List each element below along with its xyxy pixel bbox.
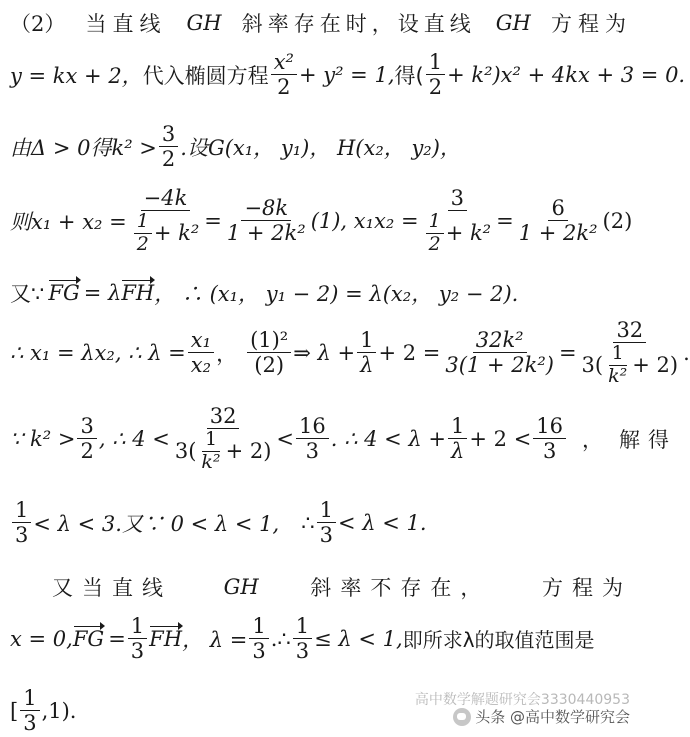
frac-16-over-3: $\frac{16}{3}$: [296, 414, 329, 463]
line-11-post: ,1).: [41, 698, 77, 723]
line-10-mid2: .∴: [270, 626, 291, 651]
frac-32k2: $\frac{\text{32k²}}{\text{3(1 + 2k²)}}$: [445, 328, 554, 378]
line-4: [10, 186, 632, 256]
line-7-comma: ，: [582, 427, 604, 452]
line-4-pre: 则x₁ + x₂ =: [10, 209, 127, 234]
line-6-eq: =: [558, 340, 577, 365]
line-2: [10, 50, 686, 100]
line-1-gh-2: GH: [495, 11, 531, 35]
line-8: [10, 498, 632, 547]
line-5-eq: = λ: [83, 281, 122, 305]
line-6-end: .: [683, 340, 690, 365]
line-2-text: 代入椭圆方程: [142, 63, 269, 88]
frac-1-over-3-b: $\frac{1}{3}$: [317, 498, 336, 547]
line-1-text-a: 当直线: [85, 12, 167, 36]
frac-32-b: 32 3( $\frac{1}{\text{k²}}$ + 2): [174, 404, 272, 473]
line-8-post: < λ < 1.: [337, 510, 427, 535]
line-5: [10, 278, 632, 308]
frac-x1-over-x2: $\frac{\text{x₁}}{\text{x₂}}$: [188, 328, 214, 377]
line-7-lt: <: [276, 426, 294, 451]
frac-32: 32 3( $\frac{1}{\text{k²}}$ + 2): [581, 318, 679, 387]
line-1: [10, 8, 632, 38]
line-3-pre: 由Δ > 0得k² >: [10, 135, 157, 160]
line-6-arrow: ⇒ λ +: [293, 340, 356, 365]
line-5-pre: 又∵: [10, 282, 45, 306]
line-6: [10, 318, 690, 388]
frac-minus8k: $\frac{-8k}{\text{1 + 2k²}}$: [226, 196, 306, 246]
frac-3-over-2-b: $\frac{3}{2}$: [77, 414, 96, 463]
vector-fh-2: FH: [149, 626, 183, 651]
line-2-rest: + y² = 1,: [298, 62, 395, 87]
line-2-de: 得(: [394, 63, 424, 88]
frac-1-over-2: $\frac{1}{2}$: [426, 50, 445, 99]
toutiao-logo-icon: [453, 708, 471, 726]
line-10-eq: =: [108, 626, 126, 651]
line-1-text-b: 斜率存在时，设直线: [241, 12, 476, 36]
line-10-mid3: ≤ λ < 1,: [314, 626, 403, 651]
line-9-text-c: 方程为: [541, 576, 632, 600]
line-9-text-a: 又当直线: [52, 576, 172, 600]
frac-minus4k: −4k $\frac{1}{2}$ + k²: [129, 186, 203, 256]
vector-fg-2: FG: [72, 626, 105, 651]
line-2-tail: + k²)x² + 4kx + 3 = 0.: [447, 62, 686, 87]
part-label: （2）: [10, 12, 66, 36]
watermark: [414, 692, 630, 727]
line-3: [10, 122, 632, 171]
line-4-eq: =: [204, 208, 222, 233]
line-1-gh: GH: [186, 11, 222, 35]
watermark-top-text: 高中数学解题研究会3330440953: [414, 692, 630, 708]
line-7-mid2: . ∴ 4 < λ +: [330, 426, 447, 451]
line-6-mid: + 2 =: [378, 340, 441, 365]
frac-3-over: 3 $\frac{1}{2}$ + k²: [421, 186, 495, 256]
frac-1-over-lambda-b: $\frac{1}{\lambda}$: [448, 414, 467, 463]
line-4-mid: (1), x₁x₂ =: [310, 208, 419, 233]
vector-fg: FG: [48, 281, 80, 305]
line-10-mid: ， λ =: [182, 627, 248, 652]
line-8-mid: < λ < 3.又∵ 0 < λ < 1,: [33, 511, 280, 536]
line-6-sep: ，: [216, 341, 238, 366]
frac-3-over-2: $\frac{3}{2}$: [159, 122, 178, 171]
frac-6-over: $\frac{6}{\text{1 + 2k²}}$: [518, 196, 598, 246]
line-6-pre: ∴ x₁ = λx₂, ∴ λ =: [10, 340, 186, 365]
frac-16-over-3-b: $\frac{16}{3}$: [533, 414, 566, 463]
line-11-pre: [: [10, 698, 19, 723]
line-5-mid: ， ∴ (x₁， y₁ − 2) = λ(x₂， y₂ − 2).: [154, 282, 519, 306]
frac-1-over-lambda: $\frac{1}{\lambda}$: [357, 328, 376, 377]
line-8-so: ∴: [301, 510, 315, 535]
line-9-gh: GH: [223, 575, 259, 599]
line-2-eq: y = kx + 2，: [10, 63, 143, 88]
frac-1-over-3-e: $\frac{1}{3}$: [293, 614, 312, 663]
frac-x2-over-2: $\frac{\text{x²}}{2}$: [271, 50, 297, 99]
line-7-mid3: + 2 <: [469, 426, 532, 451]
frac-1-over-3-f: $\frac{1}{3}$: [20, 686, 39, 735]
line-10: [10, 614, 632, 663]
line-7-jie: 解得: [619, 427, 678, 452]
frac-1sq-over-2: $\frac{\text{(1)²}}{(2)}$: [247, 328, 291, 377]
line-4-eq-2: =: [496, 208, 514, 233]
line-10-post: 即所求λ的取值范围是: [402, 628, 595, 653]
line-4-post: (2): [602, 208, 633, 233]
vector-fh: FH: [121, 281, 155, 305]
frac-1-over-3-d: $\frac{1}{3}$: [249, 614, 268, 663]
line-10-pre: x = 0,: [10, 626, 73, 651]
watermark-bottom-text: 头条 @高中数学研究会: [475, 708, 630, 726]
line-9: [52, 572, 632, 602]
line-7-pre: ∵ k² >: [10, 426, 76, 451]
line-3-post: .设G(x₁， y₁)， H(x₂， y₂)，: [180, 135, 461, 160]
frac-1-over-3: $\frac{1}{3}$: [12, 498, 31, 547]
frac-1-over-3-c: $\frac{1}{3}$: [128, 614, 147, 663]
line-7: [10, 404, 678, 474]
line-1-text-c: 方程为: [550, 12, 632, 36]
line-7-mid: , ∴ 4 <: [98, 426, 170, 451]
line-9-text-b: 斜率不存在，: [310, 576, 491, 600]
